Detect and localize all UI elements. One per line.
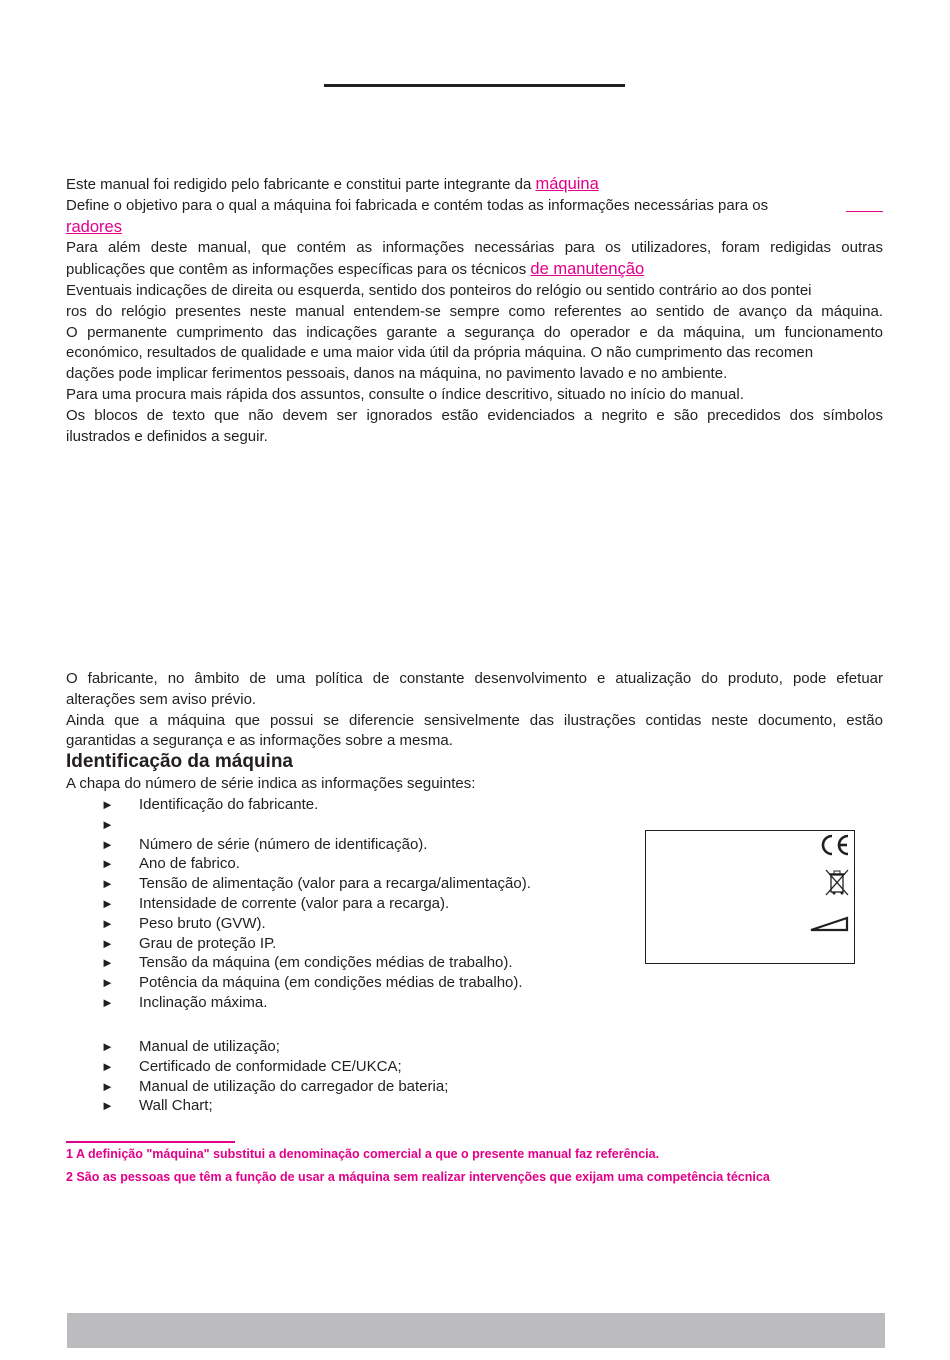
bullet-arrow-icon: ►	[101, 1039, 114, 1054]
manufacturer-line-3: Ainda que a máquina que possui se diferencie sensivelmente das ilustrações contidas neste documento, estão	[66, 711, 883, 729]
footnote-link-operators[interactable]: radores	[66, 217, 122, 236]
serial-plate	[645, 830, 855, 964]
bullet-arrow-icon: ►	[101, 915, 114, 931]
manufacturer-line-2: alterações sem aviso prévio.	[66, 690, 257, 708]
footer-bar	[67, 1313, 885, 1348]
manufacturer-block	[66, 669, 883, 752]
slope-icon	[809, 914, 851, 932]
intro-line-7: O permanente cumprimento das indicações garante a segurança do operador e da máquina, um funcionamento	[66, 323, 883, 341]
bullet-arrow-icon: ►	[101, 856, 114, 872]
manufacturer-line-4: garantidas a segurança e as informações sobre a mesma.	[66, 732, 453, 750]
intro-line-11: Os blocos de texto que não devem ser ignorados estão evidenciados a negrito e são precedidos dos símbolos	[66, 406, 883, 424]
title-rule	[324, 84, 625, 87]
intro-line-1: Este manual foi redigido pelo fabricante e constitui parte integrante da máquina	[66, 175, 599, 193]
plate-intro: A chapa do número de série indica as informações seguintes:	[66, 775, 476, 792]
bullet-arrow-icon: ►	[101, 994, 114, 1010]
footnote-rule	[66, 1141, 235, 1143]
intro-block	[66, 174, 883, 447]
bullet-arrow-icon: ►	[101, 816, 114, 832]
bullet-arrow-icon: ►	[101, 876, 114, 892]
footnote-1: 1 A definição "máquina" substitui a denominação comercial a que o presente manual faz referência.	[66, 1147, 660, 1161]
footnote-link-underline	[846, 196, 883, 212]
intro-line-4: publicações que contêm as informações específicas para os técnicos de manutenção	[66, 260, 645, 279]
intro-line-10: Para uma procura mais rápida dos assuntos, consulte o índice descritivo, situado no início do manual.	[66, 385, 744, 403]
section-heading: Identificação da máquina	[66, 751, 293, 772]
bullet-arrow-icon: ►	[101, 1078, 114, 1094]
intro-line-6: ros do relógio presentes neste manual entendem-se sempre como referentes ao sentido de avanço da máquina.	[66, 302, 883, 320]
link-maintenance[interactable]: de manutenção	[530, 260, 645, 279]
footnote-link-machine[interactable]: máquina	[535, 175, 599, 193]
manufacturer-line-1: O fabricante, no âmbito de uma política de constante desenvolvimento e atualização do produto, pode efetuar	[66, 670, 883, 687]
intro-line-12: ilustrados e definidos a seguir.	[66, 427, 268, 445]
intro-line-8: económico, resultados de qualidade e uma maior vida útil da própria máquina. O não cumprimento das recomen	[66, 344, 814, 362]
intro-line-2: Define o objetivo para o qual a máquina foi fabricada e contém todas as informações necessárias para os	[66, 196, 883, 217]
bullet-arrow-icon: ►	[101, 1058, 114, 1074]
intro-line-9: dações pode implicar ferimentos pessoais, danos na máquina, no pavimento lavado e no ambiente.	[66, 365, 728, 383]
ce-mark-icon	[819, 833, 851, 857]
bullet-arrow-icon: ►	[101, 955, 114, 971]
bullet-arrow-icon: ►	[101, 1098, 114, 1114]
bullet-arrow-icon: ►	[101, 975, 114, 991]
bullet-arrow-icon: ►	[101, 935, 114, 951]
intro-line-2b	[66, 217, 883, 239]
intro-line-3: Para além deste manual, que contém as informações necessárias para os utilizadores, foram redigidas outras	[66, 239, 883, 257]
intro-line-5: Eventuais indicações de direita ou esquerda, sentido dos ponteiros do relógio ou sentido contrário ao dos pontei	[66, 281, 812, 299]
crossed-bin-icon	[823, 867, 851, 897]
bullet-arrow-icon: ►	[101, 797, 114, 812]
footnote-2: 2 São as pessoas que têm a função de usar a máquina sem realizar intervenções que exijam uma competência técnica	[66, 1170, 770, 1184]
bullet-arrow-icon: ►	[101, 836, 114, 852]
bullet-arrow-icon: ►	[101, 895, 114, 911]
